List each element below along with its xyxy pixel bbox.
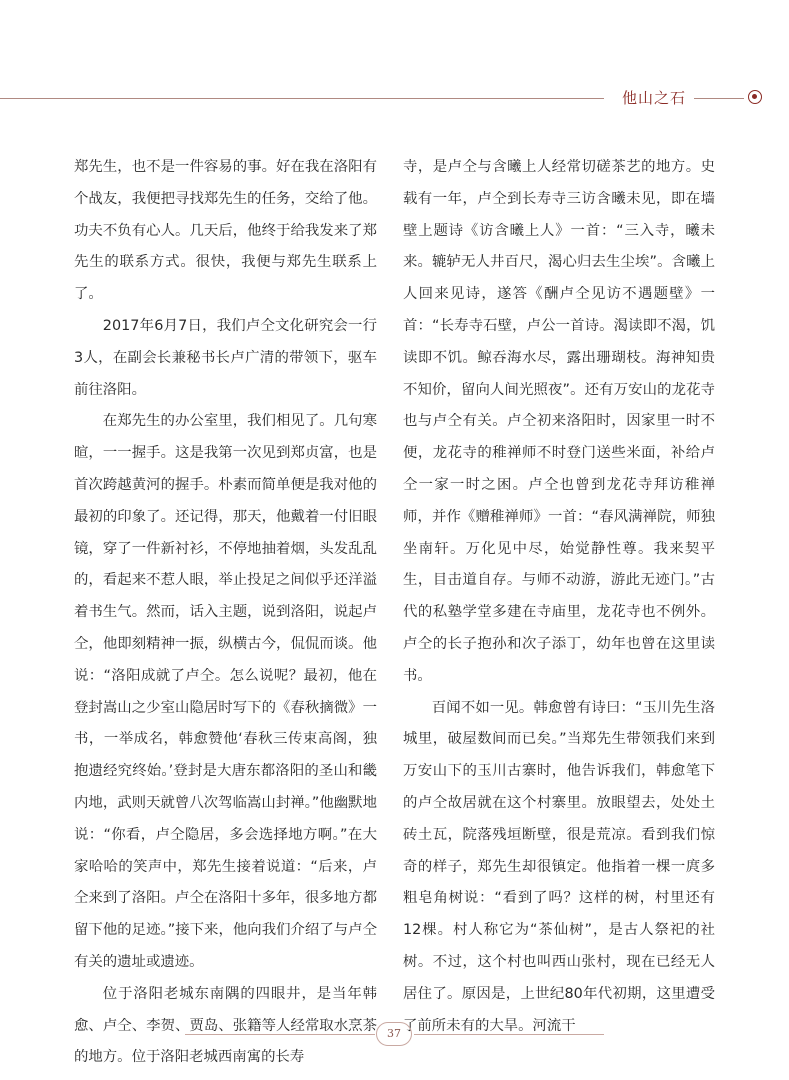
section-title: 他山之石: [622, 89, 687, 107]
left-column: [74, 152, 377, 1074]
footer-rule-left: [185, 1034, 375, 1035]
page-footer: [0, 1020, 789, 1050]
header-rule-right: [694, 98, 744, 99]
footer-rule-right: [414, 1034, 604, 1035]
paragraph: 百闻不如一见。韩愈曾有诗曰：“玉川先生洛城里，破屋数间而已矣。”当郑先生带领我们来到万安山下的玉川古寨时，他告诉我们，韩愈笔下的卢仝故居就在这个村寨里。放眼望去，处处土砖土瓦，院落残垣断壁，很是荒凉。看到我们惊奇的样子，郑先生却很镇定。他指着一棵一庹多粗皂角树说：“看到了吗？这样的树，村里还有12棵。村人称它为“茶仙树”，是古人祭祀的社树。不过，这个村也叫西山张村，现在已经无人居住了。原因是，上世纪80年代初期，这里遭受了前所未有的大旱。河流干: [403, 699, 715, 1034]
header-ornament-icon: [748, 90, 762, 104]
paragraph: 在郑先生的办公室里，我们相见了。几句寒暄，一一握手。这是我第一次见到郑贞富，也是首次跨越黄河的握手。朴素而简单便是我对他的最初的印象了。还记得，那天，他戴着一付旧眼镜，穿了一件新衬衫，不停地抽着烟，头发乱乱的，看起来不惹人眼，举止投足之间似乎还洋溢着书生气。然而，话入主题，说到洛阳，说起卢仝，他即刻精神一振，纵横古今，侃侃而谈。他说：“洛阳成就了卢仝。怎么说呢？最初，他在登封嵩山之少室山隐居时写下的《春秋摘微》一书，一举成名，韩愈赞他‘春秋三传束高阁，独抱遗经究终始。’登封是大唐东都洛阳的圣山和畿内地，武则天就曾八次驾临嵩山封禅。”他幽默地说：“你看，卢仝隐居，多会选择地方啊。”在大家哈哈的笑声中，郑先生接着说道：“后来，卢仝来到了洛阳。卢仝在洛阳十多年，很多地方都留下他的足迹。”接下来，他向我们介绍了与卢仝有关的遗址或遗迹。: [74, 413, 377, 970]
paragraph: 寺，是卢仝与含曦上人经常切磋茶艺的地方。史载有一年，卢仝到长寿寺三访含曦未见，即在墙壁上题诗《访含曦上人》一首：“三入寺，曦未来。辘轳无人井百尺，渴心归去生尘埃”。含曦上人回来见诗，遂答《酬卢仝见访不遇题壁》一首：“长寿寺石壁，卢公一首诗。渴读即不渴，饥读即不饥。鲸吞海水尽，露出珊瑚枝。海神知贵不知价，留向人间光照夜”。还有万安山的龙花寺也与卢仝有关。卢仝初来洛阳时，因家里一时不便，龙花寺的稚禅师不时登门送些米面，补给卢仝一家一时之困。卢仝也曾到龙花寺拜访稚禅师，并作《赠稚禅师》一首：“春风满禅院，师独坐南轩。万化见中尽，始觉静性尊。我来契平生，目击道自存。与师不动游，游此无迹门。”古代的私塾学堂多建在寺庙里，龙花寺也不例外。卢仝的长子抱孙和次子添丁，幼年也曾在这里读书。: [403, 159, 715, 684]
header-rule-left: [0, 98, 604, 99]
paragraph: 位于洛阳老城东南隅的四眼井，是当年韩愈、卢仝、李贺、贾岛、张籍等人经常取水烹茶的地方。位于洛阳老城西南寓的长寿: [74, 985, 377, 1066]
paragraph: 郑先生，也不是一件容易的事。好在我在洛阳有个战友，我便把寻找郑先生的任务，交给了他。功夫不负有心人。几天后，他终于给我发来了郑先生的联系方式。很快，我便与郑先生联系上了。: [74, 159, 377, 303]
paragraph: 2017年6月7日，我们卢仝文化研究会一行3人，在副会长兼秘书长卢广清的带领下，驱车前往洛阳。: [74, 317, 377, 398]
page-number: 37: [376, 1022, 412, 1046]
right-column: [403, 152, 715, 1042]
